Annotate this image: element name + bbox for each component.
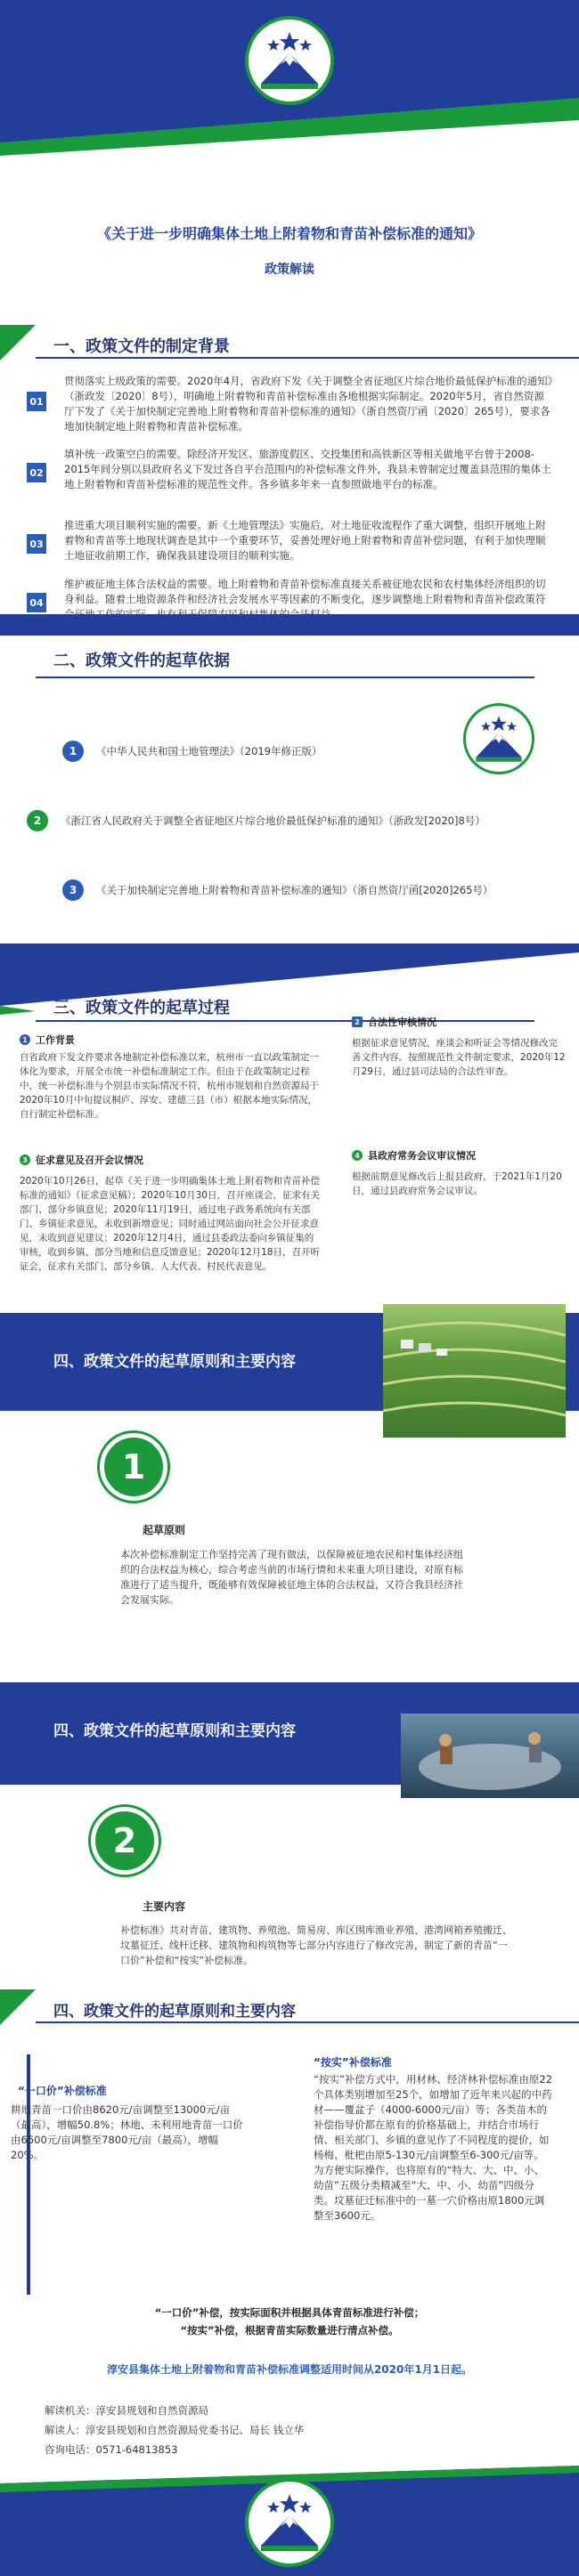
step-title: 征求意见及召开会议情况 — [36, 1154, 143, 1166]
principle-text: 本次补偿标准制定工作坚持完善了现有做法，以保障被征地农民和村集体经济组织的合法权益为核心，综合考虑当前的市场行情和未来重大项目建设，对原有标准进行了适当提升，既能够有效保障被征地主体的合法权益，又符合我县经济社会发展实际。 — [120, 1549, 463, 1606]
step-title: 县政府常务会议审议情况 — [368, 1150, 476, 1162]
footer-person: 解读人：淳安县规划和自然资源局党委书记、局长 钱立华 — [45, 2424, 305, 2436]
item-text: 填补统一政策空白的需要。除经济开发区、旅游度假区、交投集团和高铁新区等相关做地平台曾于2008-2015年间分别以县政府名义下发过各自平台范围内的补偿标准文件外，我县未曾制定过覆盖县范围的集体土地上附着物和青苗补偿标准的规范性文件。各乡镇多年来一直参照做地平台的标准。 — [64, 448, 551, 490]
basis-text: 《中华人民共和国土地管理法》（2019年修正版） — [96, 744, 322, 757]
section2-divider — [36, 676, 534, 678]
step-text: 2020年10月26日，起草《关于进一步明确集体土地上附着物和青苗补偿标准的通知》（征求意见稿）；2020年10月30日，召开座谈会，征求有关部门、部分乡镇意见；2020年11月19日，通过电子政务系统向有关部门、乡镇征求意见，未收到新增意见；同时通过网站面向社会公开征求意见，未收到意见建议；2020年12月4日，通过县委政法委向乡镇征集的审核，收到乡镇、部分当地和信息反馈意见；2020年12月18日，召开听证会，征求有关部门、部分乡镇、人大代表、村民代表意见。 — [20, 1176, 320, 1272]
content-number-circle: 2 — [91, 1807, 159, 1875]
one-price-title: “一口价”补偿标准 — [18, 2085, 107, 2097]
section4-banner-title: 四、政策文件的起草原则和主要内容 — [53, 1722, 296, 1740]
section3-title: 三、政策文件的起草过程 — [53, 999, 230, 1017]
item-text: 推进重大项目顺利实施的需要。新《土地管理法》实施后，对土地征收流程作了重大调整，组织开展地上附着物和青苗等土地现状调查是其中一个重要环节，妥善处理好地上附着物和青苗补偿问题，有利于加快理顺土地征收前期工作，确保我县建设项目的顺利实施。 — [64, 519, 546, 562]
step-number: 2 — [352, 1017, 363, 1027]
basis-text: 《浙江省人民政府关于调整全省征地区片综合地价最低保护标准的通知》（浙政发[2020]8号） — [61, 814, 485, 827]
section2-top-strip — [0, 614, 579, 636]
basis-text: 《关于加快制定完善地上附着物和青苗补偿标准的通知》（浙自然资厅函[2020]265号） — [96, 883, 493, 896]
item-number-badge: 03 — [27, 534, 46, 554]
header-banner — [0, 0, 579, 178]
item-number-badge: 02 — [27, 463, 46, 482]
step-title: 工作背景 — [36, 1034, 75, 1046]
summary-line-1: “一口价”补偿，按实际面积并根据具体青苗标准进行补偿； — [154, 2306, 425, 2319]
actual-title: “按实”补偿标准 — [314, 2056, 392, 2069]
basis-item-2 — [27, 810, 561, 831]
step-text: 自省政府下发文件要求各地制定补偿标准以来，杭州市一直以政策制定一体化为要求，开展全市统一补偿标准制定工作。但由于在政策制定过程中，统一补偿标准与个别县市实际情况不符，杭州市规划和自然资源局于2020年10月中旬提议桐庐、淳安、建德三县（市）根据本地实际情况，自行制定补偿标准。 — [20, 1052, 319, 1120]
section2-title: 二、政策文件的起草依据 — [53, 652, 230, 670]
page-subtitle: 政策解读 — [265, 263, 314, 277]
summary-block — [0, 2304, 579, 2339]
actual-text: “按实”补偿方式中，用材林、经济林补偿标准由原22个具体类别增加至25个，如增加了近年来兴起的中药材——覆盆子（4000-6000元/亩）等；各类苗木的补偿指导价都在原有的价格基础上，并结合市场行情、相关部门、乡镇的意见作了不同程度的提价，如杨梅、枇杷由原5-130元/亩调整至6-300元/亩等。为方便实际操作，也将原有的“特大、大、中、小、幼苗”五级分类精减至“大、中、小、幼苗”四级分类。坟墓征迁标准中的一墓一穴价格由原1800元调整至3600元。 — [314, 2073, 553, 2222]
basis-number: 2 — [27, 810, 48, 831]
fishing-net-image — [401, 1713, 579, 1798]
item-text: 维护被征地主体合法权益的需要。地上附着物和青苗补偿标准直接关系被征地农民和农村集体经济组织的切身利益。随着土地资源条件和经济社会发展水平等因素的不断变化，逐步调整地上附着物和青苗补偿政策符 — [64, 578, 546, 605]
step-text: 根据前期意见修改后上报县政府，于2021年1月20日，通过县政府常务会议审议。 — [352, 1171, 562, 1196]
item-number-badge: 04 — [27, 593, 46, 612]
step-number: 1 — [20, 1034, 30, 1045]
principle-title: 起草原则 — [143, 1524, 186, 1536]
basis-number: 1 — [62, 741, 84, 762]
step-text: 根据征求意见情况，座谈会和听证会等情况修改完善文件内容。按照规范性文件制定要求，2020年12月29日，通过县司法局的合法性审查。 — [352, 1038, 566, 1077]
effective-date-note: 淳安县集体土地上附着物和青苗补偿标准调整适用时间从2020年1月1日起。 — [106, 2363, 473, 2376]
content-text: 补偿标准》共对青苗、建筑物、养殖池、简易房、库区围库渔业养殖、港湾网箱养殖搬迁、坟墓征迁、线杆迁移、建筑物和构筑物等七部分内容进行了修改完善，制定了新的青苗“一口价”补偿和“按实”补偿标准。 — [120, 1924, 512, 1966]
section4-banner-title: 四、政策文件的起草原则和主要内容 — [53, 1353, 296, 1371]
basis-item-3 — [62, 879, 570, 901]
step-title: 合法性审核情况 — [368, 1017, 436, 1028]
one-price-text: 耕地青苗一口价由8620元/亩调整至13000元/亩（最高），增幅50.8%；林地、未利用地青苗一口价由6500元/亩调整至7800元/亩（最高），增幅20%。 — [11, 2103, 243, 2161]
process-step-3 — [20, 1153, 322, 1274]
page-title: 《关于进一步明确集体土地上附着物和青苗补偿标准的通知》 — [96, 225, 482, 242]
section4c-title: 四、政策文件的起草原则和主要内容 — [53, 2003, 296, 2021]
section1-title: 一、政策文件的制定背景 — [53, 337, 230, 356]
item-text: 贯彻落实上级政策的需要。2020年4月，省政府下发《关于调整全省征地区片综合地价最低保护标准的通知》（浙政发〔2020〕8号），明确地上附着物和青苗补偿标准由各地根据实际制定。2020年5月，省自然资源厅下发了《关于加快制定完善地上附着物和青苗补偿标准的通知》（浙自然资厅函〔2020〕265号），要求各地加快制定地上附着物和青苗补偿标准。 — [64, 375, 553, 433]
process-step-1 — [20, 1033, 322, 1122]
footer-agency: 解读机关：淳安县规划和自然资源局 — [45, 2404, 208, 2417]
basis-item-1 — [62, 741, 454, 762]
emblem-logo — [245, 16, 334, 105]
footer-banner — [0, 2466, 579, 2576]
process-step-2 — [352, 1015, 566, 1079]
emblem-logo-small — [463, 703, 534, 774]
basis-number: 3 — [62, 879, 84, 901]
summary-line-2: “按实”补偿，根据青苗实际数量进行清点补偿。 — [180, 2324, 399, 2337]
item-number-badge: 01 — [27, 392, 46, 411]
step-number: 3 — [20, 1154, 30, 1165]
emblem-logo-footer — [245, 2478, 334, 2567]
process-step-4 — [352, 1148, 566, 1198]
terrace-field-image — [383, 1304, 566, 1438]
principle-number-circle: 1 — [100, 1433, 167, 1501]
footer-phone: 咨询电话：0571-64813853 — [45, 2443, 178, 2456]
step-number: 4 — [352, 1150, 363, 1161]
content-title: 主要内容 — [143, 1900, 186, 1913]
